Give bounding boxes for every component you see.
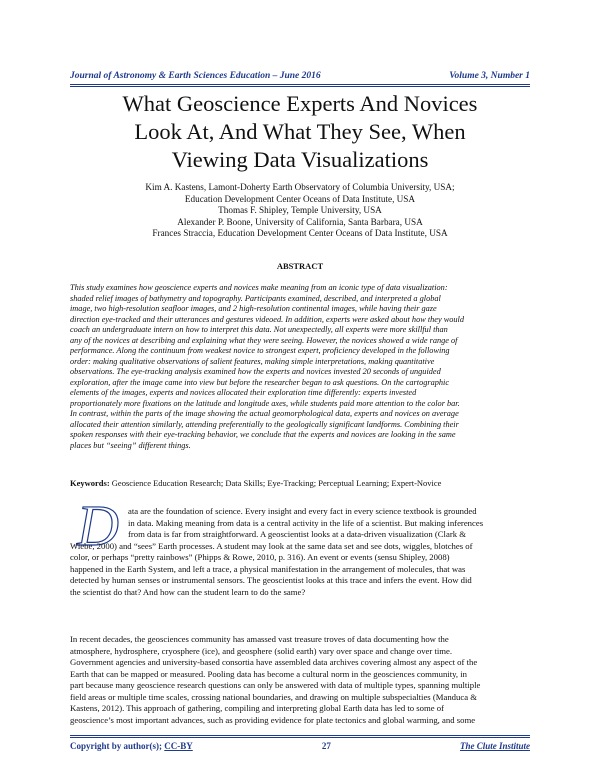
author-list — [70, 182, 530, 240]
paragraph-line: Government agencies and university-based consortia have assembled data archives covering almost any aspect of the — [70, 657, 478, 667]
second-paragraph — [70, 634, 530, 726]
author-line: Thomas F. Shipley, Temple University, USA — [218, 205, 382, 215]
page-number: 27 — [321, 741, 331, 751]
paragraph-line: Wiebe, 2000) and “sees” Earth processes. A student may look at the same data set and see dots, wiggles, blotches of — [70, 540, 473, 551]
paragraph-line: ata are the foundation of science. Every insight and every fact in every science textbook is grounded — [128, 506, 477, 516]
abstract-line: In contrast, within the parts of the image showing the actual geomorphological data, experts and novices on average — [70, 409, 459, 418]
paragraph-line: Kastens, 2012). This approach of gathering, compiling and interpreting global Earth data has led to some of — [70, 703, 445, 713]
paragraph-line: detected by human senses or instrumental sensors. The geoscientist looks at this trace and infers the event. How did — [70, 575, 472, 585]
abstract-line: observations. The eye-tracking analysis examined how the experts and novices invested 20 seconds of unguided — [70, 367, 441, 376]
paragraph-line: color, or perhaps “pretty rainbows” (Phipps & Rowe, 2010, p. 316). An event or events (sensu Shipley, 2008) — [70, 552, 450, 562]
author-line: Alexander P. Boone, University of California, Santa Barbara, USA — [177, 216, 423, 227]
paragraph-line: part because many geoscience research questions can only be answered with data of multiple types, spanning multiple — [70, 680, 481, 690]
running-header — [70, 71, 530, 81]
keywords-label: Keywords: — [70, 478, 110, 488]
footer-divider-secondary — [70, 737, 530, 738]
abstract-line: coach an undergraduate intern on how to interpret this data. Not unexpectedly, all experts were more skillful than — [70, 325, 448, 334]
abstract-line: spoken responses with their eye-tracking behavior, we conclude that the experts and novices are looking in the same — [70, 430, 456, 439]
author-line: Frances Straccia, Education Development Center Oceans of Data Institute, USA — [152, 228, 448, 238]
paragraph-line: geoscience’s most important advances, such as providing evidence for plate tectonics and global warming, and some — [70, 714, 476, 725]
title-line: Look At, And What They See, When — [134, 119, 466, 144]
footer-divider — [70, 735, 530, 736]
paper-title — [70, 90, 530, 174]
abstract-line: any of the novices at describing and explaining what they were seeing. However, the novices showed a wide range of — [70, 335, 458, 345]
abstract-line: performance. Along the continuum from weakest novice to strongest expert, proficiency developed in the following — [70, 346, 450, 355]
title-line: What Geoscience Experts And Novices — [122, 91, 478, 116]
abstract-line: shaded relief images of bathymetry and topography. Participants examined, described, and interpreted a global — [70, 293, 441, 303]
page-footer — [70, 741, 530, 751]
keywords-text: Geoscience Education Research; Data Skills; Eye-Tracking; Perceptual Learning; Expert-Novice — [111, 478, 442, 488]
abstract-line: proportionately more fixations on the latitude and longitude axes, while students paid more attention to the color bar. — [70, 398, 460, 408]
abstract-line: This study examines how geoscience experts and novices make meaning from an iconic type of data visualization: — [70, 283, 448, 292]
abstract-line: elements of the images, experts and novices allocated their exploration time differently: experts invested — [70, 388, 417, 397]
paragraph-line: field areas or multiple time scales, crossing national boundaries, and drawing on multiple subspecialties (Manduca & — [70, 691, 477, 702]
copyright-notice — [70, 741, 193, 751]
author-line: Education Development Center Oceans of Data Institute, USA — [184, 193, 416, 204]
abstract-line: allocated their attention similarly, attending preferentially to the geologically significant landforms. Combining their — [70, 419, 459, 429]
paragraph-line: In recent decades, the geosciences community has amassed vast treasure troves of data documenting how the — [70, 634, 449, 644]
title-line: Viewing Data Visualizations — [171, 147, 429, 172]
abstract-line: direction eye-tracked and their utterances and gestures videoed. In addition, experts were asked about how they would — [70, 314, 465, 324]
abstract-heading: ABSTRACT — [276, 261, 324, 271]
copyright-text: Copyright by author(s); — [70, 741, 163, 751]
abstract-line: places but “seeing” different things. — [70, 440, 191, 450]
abstract-line: image, two high-resolution seafloor images, and 2 high-resolution continental images, while having their gaze — [70, 304, 437, 313]
header-divider — [70, 84, 530, 85]
journal-name: Journal of Astronomy & Earth Sciences Education – June 2016 — [70, 71, 321, 81]
volume-number: Volume 3, Number 1 — [449, 71, 530, 81]
intro-paragraph — [70, 506, 530, 598]
keywords — [70, 478, 530, 488]
license-link[interactable]: CC-BY — [164, 741, 193, 751]
abstract-line: exploration, after the image came into view but before the researcher began to ask questions. On the cartographic — [70, 377, 450, 387]
paragraph-line: atmosphere, hydrosphere, cryosphere (ice), and geosphere (solid earth) vary over space and change over time. — [70, 645, 453, 656]
abstract-line: order: making qualitative observations of salient features, making simple interpretations, making quantitative — [70, 356, 435, 366]
drop-cap: D — [77, 493, 119, 558]
publisher-link[interactable]: The Clute Institute — [459, 741, 530, 751]
header-divider-secondary — [70, 86, 530, 87]
author-line: Kim A. Kastens, Lamont-Doherty Earth Observatory of Columbia University, USA; — [145, 182, 455, 192]
paragraph-line: the scientist do that? And how can the student learn to do the same? — [70, 586, 306, 597]
paragraph-line: Earth that can be mapped or measured. Pooling data has become a cultural norm in the geosciences community, in — [70, 668, 468, 679]
paragraph-line: in data. Making meaning from data is a central activity in the life of a scientist. But making inferences — [128, 517, 484, 528]
paragraph-line: from data is far from straightforward. A geoscientist looks at a data-driven visualization (Clark & — [128, 529, 466, 539]
abstract-body — [70, 283, 530, 451]
paragraph-line: happened in the Earth System, and left a trace, a physical manifestation in the arrangement of molecules, that was — [70, 563, 466, 574]
